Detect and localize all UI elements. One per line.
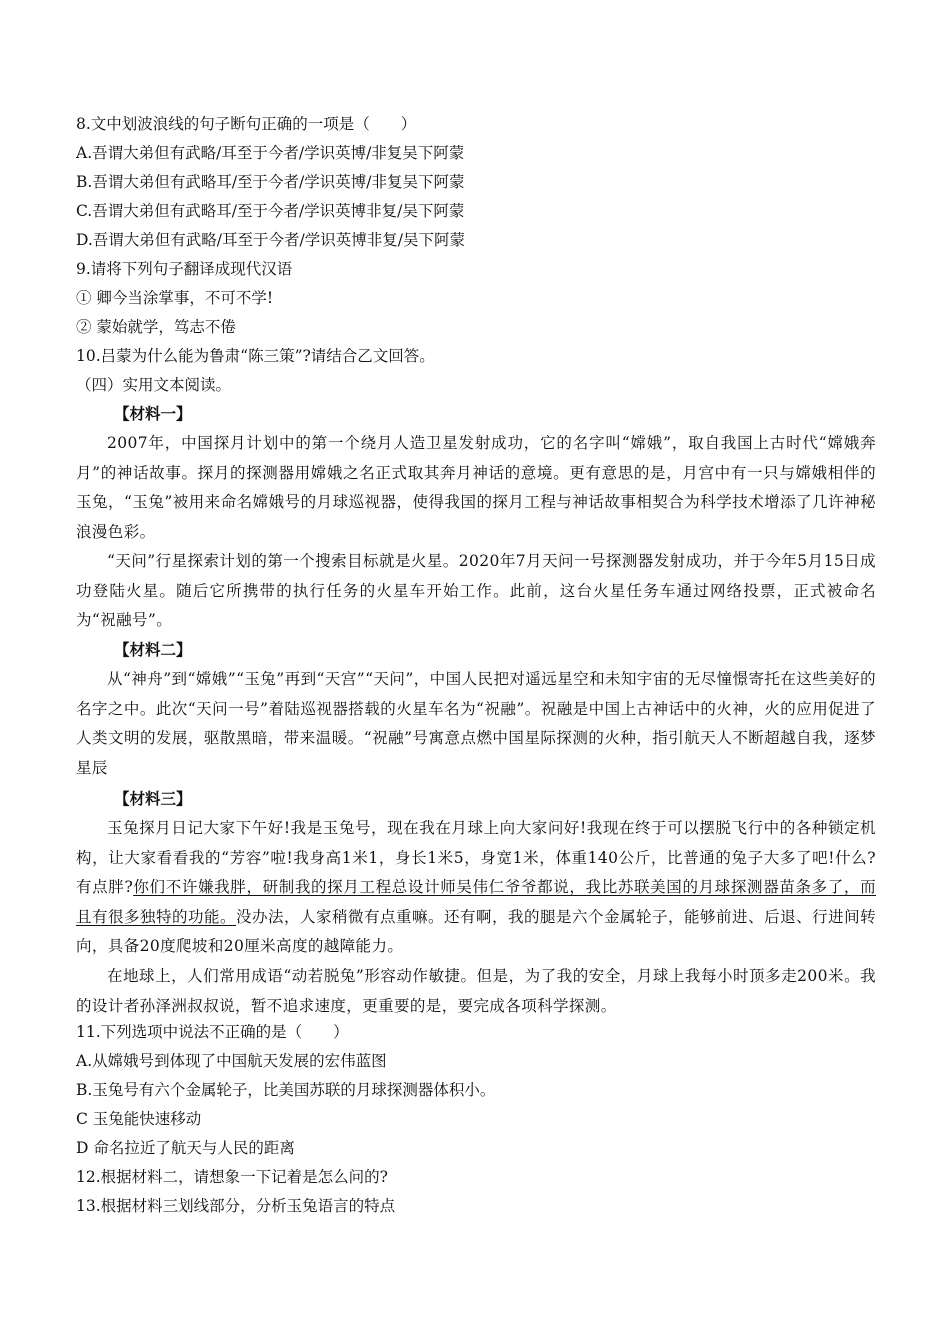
material3-paragraph-2: 在地球上，人们常用成语“动若脱兔”形容动作敏捷。但是，为了我的安全，月球上我每小时顶多走200米。我的设计者孙泽洲叔叔说，暂不追求速度，更重要的是，要完成各项科学探测。: [76, 967, 876, 1015]
material1-title: 【材料一】: [114, 404, 192, 423]
q9-item-2: ② 蒙始就学，笃志不倦: [76, 318, 236, 336]
q9-stem: 9.请将下列句子翻译成现代汉语: [76, 260, 293, 278]
material2-title: 【材料二】: [114, 640, 192, 659]
material1-paragraph-2: “天问”行星探索计划的第一个搜索目标就是火星。2020年7月天问一号探测器发射成功，并于今年5月15日成功登陆火星。随后它所携带的执行任务的火星车开始工作。此前，这台火星任务车通过网络投票，正式被命名为“祝融号”。: [76, 552, 876, 629]
underlined-passage: 你们不许嫌我胖，研制我的探月工程总设计师吴伟仁爷爷都说，我比苏联美国的月球探测器苗条多了，而且有很多独特的功能。: [76, 878, 876, 926]
q8-option-d: D.吾谓大弟但有武略/耳至于今者/学识英博非复/吴下阿蒙: [76, 231, 465, 249]
q8-option-b: B.吾谓大弟但有武略耳/至于今者/学识英博/非复吴下阿蒙: [76, 173, 465, 191]
material3-title: 【材料三】: [114, 789, 192, 808]
material3-text-after: 没办法，人家稍微有点重嘛。还有啊，我的腿是六个金属轮子，能够前进、后退、行进间转向，具备20度爬坡和20厘米高度的越障能力。: [76, 907, 876, 955]
q11-option-d: D 命名拉近了航天与人民的距离: [76, 1139, 295, 1157]
q13-stem: 13.根据材料三划线部分，分析玉兔语言的特点: [76, 1197, 396, 1215]
material3-text-before: 玉兔探月日记大家下午好!我是玉兔号，现在我在月球上向大家问好!我现在终于可以摆脱飞行中的各种锁定机构，让大家看看我的“芳容”啦!我身高1米1，身长1米5，身宽1米，体重140公斤，比普通的兔子大多了吧!什么?有点胖?: [76, 819, 876, 896]
material1-paragraph-1: 2007年，中国探月计划中的第一个绕月人造卫星发射成功，它的名字叫“嫦娥”，取自我国上古时代“嫦娥奔月”的神话故事。探月的探测器用嫦娥之名正式取其奔月神话的意境。更有意思的是，月宫中有一只与嫦娥相伴的玉兔，“玉兔”被用来命名嫦娥号的月球巡视器，使得我国的探月工程与神话故事相契合为科学技术增添了几许神秘浪漫色彩。: [76, 434, 876, 541]
q9-item-1: ① 卿今当涂掌事，不可不学!: [76, 289, 274, 307]
q11-option-c: C 玉兔能快速移动: [76, 1110, 202, 1128]
section-title: （四）实用文本阅读。: [76, 376, 232, 394]
q11-option-a: A.从嫦娥号到体现了中国航天发展的宏伟蓝图: [76, 1052, 387, 1070]
q8-option-c: C.吾谓大弟但有武略耳/至于今者/学识英博非复/吴下阿蒙: [76, 202, 465, 220]
q10-stem: 10.吕蒙为什么能为鲁肃“陈三策”?请结合乙文回答。: [76, 347, 435, 365]
q8-stem: 8.文中划波浪线的句子断句正确的一项是（ ）: [76, 115, 417, 133]
material3-paragraph-1: [76, 814, 876, 962]
q12-stem: 12.根据材料二，请想象一下记着是怎么问的?: [76, 1168, 388, 1186]
q11-option-b: B.玉兔号有六个金属轮子，比美国苏联的月球探测器体积小。: [76, 1081, 496, 1099]
material2-paragraph: 从“神舟”到“嫦娥”“玉兔”再到“天宫”“天问”，中国人民把对遥远星空和未知宇宙的无尽憧憬寄托在这些美好的名字之中。此次“天问一号”着陆巡视器搭载的火星车名为“祝融”。祝融是中国上古神话中的火神，火的应用促进了人类文明的发展，驱散黑暗，带来温暖。“祝融”号寓意点燃中国星际探测的火种，指引航天人不断超越自我，逐梦星辰: [76, 670, 876, 777]
q8-option-a: A.吾谓大弟但有武略/耳至于今者/学识英博/非复吴下阿蒙: [76, 144, 465, 162]
q11-stem: 11.下列选项中说法不正确的是（ ）: [76, 1023, 349, 1041]
